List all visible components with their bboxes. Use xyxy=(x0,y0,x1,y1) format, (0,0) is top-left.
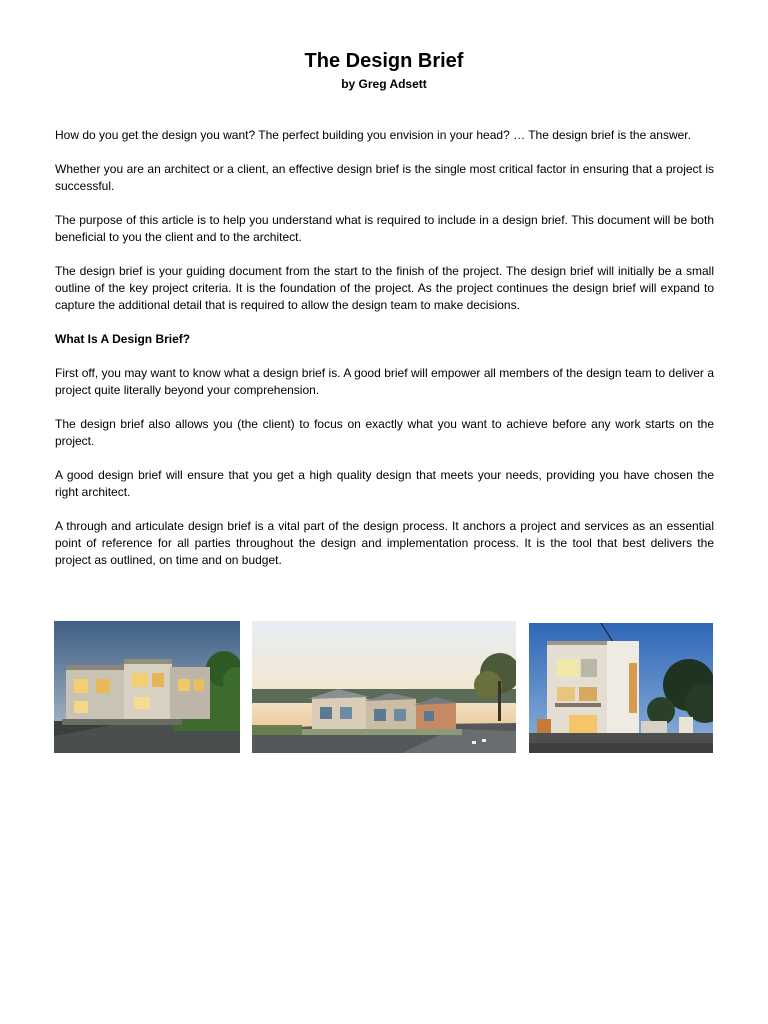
townhouse-row-image xyxy=(252,621,516,753)
apartment-building-image xyxy=(529,623,713,753)
paragraph: A through and articulate design brief is a vital part of the design process. It anchors a project and services as an essential point of reference for all parties throughout the design and implementation process. It is the tool that best delivers the project as outlined, on time and on budget. xyxy=(55,519,714,567)
photo-townhouse-row xyxy=(252,621,516,753)
section-heading: What Is A Design Brief? xyxy=(55,332,191,346)
paragraph: First off, you may want to know what a design brief is. A good brief will empower all members of the design team to deliver a project quite literally beyond your comprehension. xyxy=(55,366,714,397)
paragraph: Whether you are an architect or a client, an effective design brief is the single most critical factor in ensuring that a project is successful. xyxy=(55,162,714,193)
paragraph: The design brief also allows you (the client) to focus on exactly what you want to achieve before any work starts on the project. xyxy=(55,417,714,448)
document-title: The Design Brief xyxy=(304,50,464,72)
paragraph: A good design brief will ensure that you get a high quality design that meets your needs, providing you have chosen the right architect. xyxy=(55,468,714,499)
photo-townhouse-complex xyxy=(54,621,240,753)
townhouse-complex-image xyxy=(54,621,240,753)
paragraph: The purpose of this article is to help you understand what is required to include in a design brief. This document will be both beneficial to you the client and to the architect. xyxy=(55,213,714,244)
document-byline: by Greg Adsett xyxy=(341,77,427,91)
document-body xyxy=(55,127,714,586)
paragraph: How do you get the design you want? The perfect building you envision in your head? … The design brief is the answer. xyxy=(55,128,691,142)
photo-apartment-building xyxy=(529,623,713,753)
paragraph: The design brief is your guiding document from the start to the finish of the project. The design brief will initially be a small outline of the key project criteria. It is the foundation of the project. As the project continues the design brief will expand to capture the additional detail that is required to allow the design team to make decisions. xyxy=(55,264,714,312)
